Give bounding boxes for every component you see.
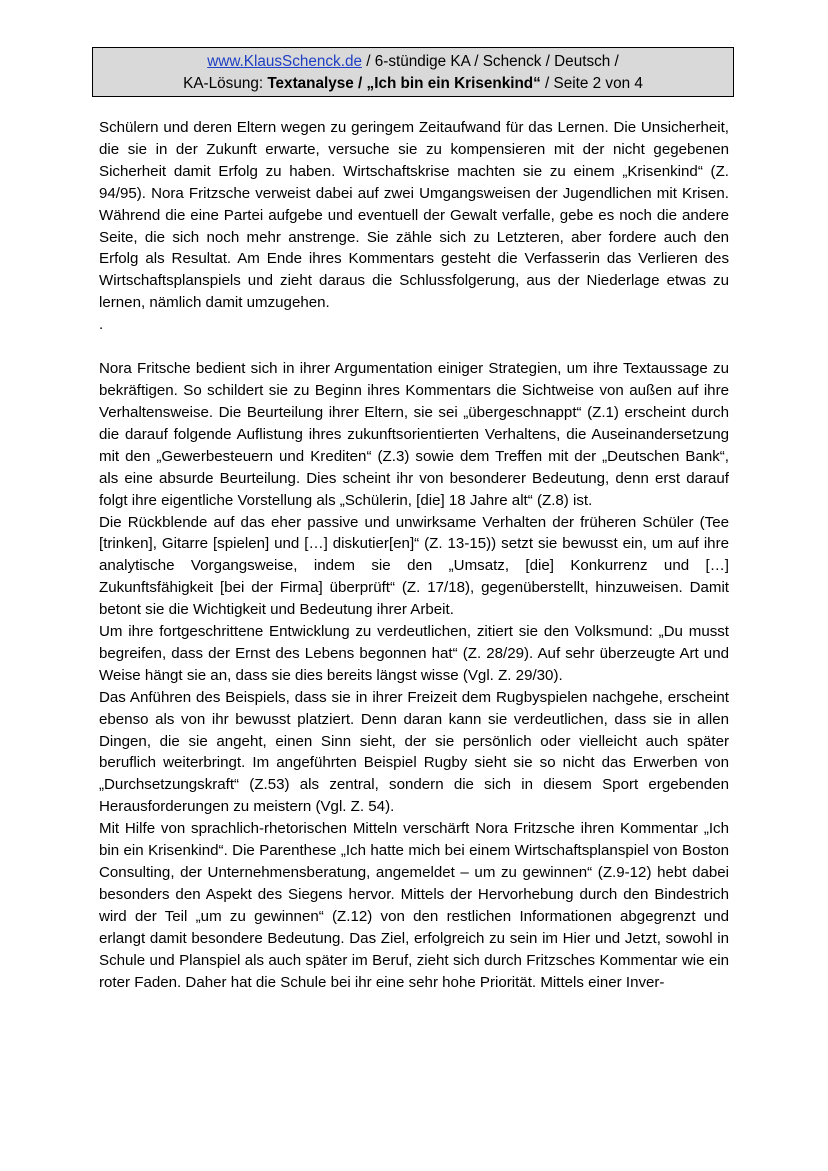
header-line-1-text: / 6-stündige KA / Schenck / Deutsch /: [361, 53, 619, 70]
header-title: Textanalyse / „Ich bin ein Krisenkind“: [267, 75, 541, 92]
paragraph: Das Anführen des Beispiels, dass sie in ihrer Freizeit dem Rugbyspielen nachgehe, erscheint ebenso als von ihr bewusst platziert. Denn daran kann sie verdeutlichen, dass sie in allen Dingen, die sie angeht, einen Sinn sieht, der sie persönlich oder vielleicht auch später beruflich weiterbringt. Im angeführten Beispiel Rugby sieht sie so nicht das Erwerben von „Durchsetzungskraft“ (Z.53) als zentral, sondern die sich in diesem Sport ergebenden Herausforderungen zu meistern (Vgl. Z. 54).: [99, 688, 729, 816]
document-body: [99, 117, 729, 993]
header-prefix: KA-Lösung:: [183, 75, 268, 92]
header-page-number: / Seite 2 von 4: [540, 75, 643, 92]
header-line-2: [93, 73, 733, 95]
website-link[interactable]: www.KlausSchenck.de: [207, 53, 362, 70]
paragraph: Mit Hilfe von sprachlich-rhetorischen Mitteln verschärft Nora Fritzsche ihren Kommentar „Ich bin ein Krisenkind“. Die Parenthese „Ich hatte mich bei einem Wirtschaftsplanspiel von Boston Consulting, der Unternehmensberatung, angemeldet – um zu gewinnen“ (Z.9-12) hebt dabei besonders den Aspekt des Siegens hervor. Mittels der Hervorhebung durch den Bindestrich wird der Teil „um zu gewinnen“ (Z.12) von den restlichen Informationen abgegrenzt und erlangt damit besondere Bedeutung. Das Ziel, erfolgreich zu sein im Hier und Jetzt, sowohl in Schule und Planspiel als auch später im Beruf, zieht sich durch Fritzsches Kommentar wie ein roter Faden. Daher hat die Schule bei ihr eine sehr hohe Priorität. Mittels einer Inver-: [99, 820, 729, 991]
header-line-1: [93, 51, 733, 73]
paragraph: Schülern und deren Eltern wegen zu geringem Zeitaufwand für das Lernen. Die Unsicherheit, die sie in der Zukunft erwarte, versuche sie zu kompensieren mit der nicht gegebenen Sicherheit damit Erfolg zu haben. Wirtschaftskrise machten sie zu einem „Krisenkind“ (Z. 94/95). Nora Fritzsche verweist dabei auf zwei Umgangsweisen der Jugendlichen mit Krisen. Während die eine Partei aufgebe und eventuell der Gewalt verfalle, gebe es noch die andere Seite, die sich noch mehr anstrenge. Sie zähle sich zu Letzteren, aber fordere auch den Erfolg als Resultat. Am Ende ihres Kommentars gesteht die Verfasserin das Verlieren des Wirtschaftsplanspiels und zieht daraus die Schlussfolgerung, aus der Niederlage etwas zu lernen, nämlich damit umzugehen.: [99, 119, 729, 312]
paragraph: Nora Fritsche bedient sich in ihrer Argumentation einiger Strategien, um ihre Textaussage zu bekräftigen. So schildert sie zu Beginn ihres Kommentars die Sichtweise von außen auf ihre Verhaltensweise. Die Beurteilung ihrer Eltern, sie sei „übergeschnappt“ (Z.1) erscheint durch die darauf folgende Auflistung ihres zukunftsorientierten Verhaltens, die Auseinandersetzung mit den „Gewerbesteuern und Krediten“ (Z.3) sowie dem Treffen mit der „Deutschen Bank“, als eine absurde Beurteilung. Dies scheint ihr von besonderer Bedeutung, denn erst darauf folgt ihre eigentliche Vorstellung als „Schülerin, [die] 18 Jahre alt“ (Z.8) ist.: [99, 360, 729, 509]
blank-line: [99, 336, 729, 358]
paragraph: Um ihre fortgeschrittene Entwicklung zu verdeutlichen, zitiert sie den Volksmund: „Du musst begreifen, dass der Ernst des Lebens begonnen hat“ (Z. 28/29). Auf sehr überzeugte Art und Weise hängt sie an, dass sie dies bereits längst wisse (Vgl. Z. 29/30).: [99, 623, 729, 684]
separator-dot: .: [99, 316, 104, 334]
page-header: [92, 47, 734, 97]
paragraph: Die Rückblende auf das eher passive und unwirksame Verhalten der früheren Schüler (Tee [trinken], Gitarre [spielen] und […] diskutier[en]“ (Z. 13-15)) setzt sie bewusst ein, um auf ihre analytische Vorgangsweise, indem sie den „Umsatz, [die] Konkurrenz und […] Zukunftsfähigkeit [bei der Firma] überprüft“ (Z. 17/18), gegenüberstellt, hinzuweisen. Damit betont sie die Wichtigkeit und Bedeutung ihrer Arbeit.: [99, 513, 729, 619]
